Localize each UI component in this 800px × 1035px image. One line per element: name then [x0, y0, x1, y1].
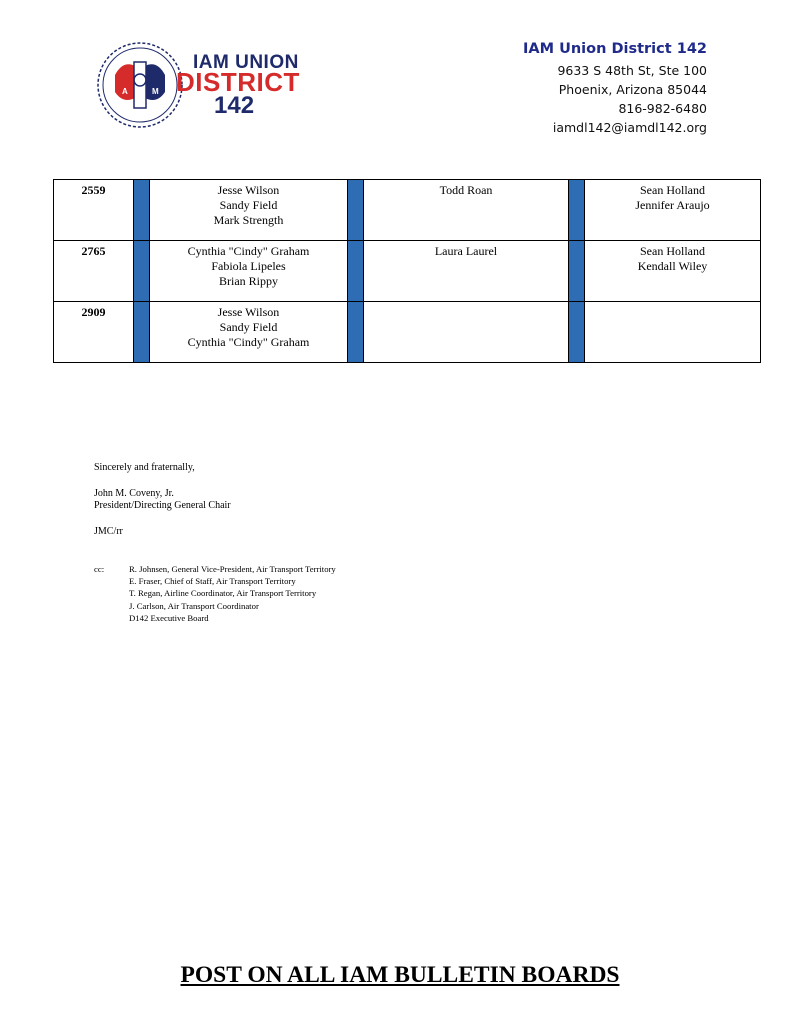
- names-cell-empty: [585, 302, 761, 363]
- divider-bar: [134, 180, 150, 241]
- letterhead-email: iamdl142@iamdl142.org: [552, 120, 707, 135]
- divider-bar: [134, 302, 150, 363]
- divider-bar: [134, 241, 150, 302]
- name: Laura Laurel: [434, 244, 498, 258]
- name: Sean Holland: [640, 244, 705, 258]
- name: Jennifer Araujo: [635, 198, 710, 212]
- letterhead-address-2: Phoenix, Arizona 85044: [558, 82, 707, 97]
- table-row: [54, 180, 761, 241]
- letterhead-org: IAM Union District 142: [522, 41, 707, 57]
- cc-recipient: T. Regan, Airline Coordinator, Air Transport Territory: [129, 588, 317, 599]
- cc-recipient: J. Carlson, Air Transport Coordinator: [129, 600, 259, 611]
- logo-emblem-letter-m: M: [152, 87, 159, 96]
- letterhead-phone: 816-982-6480: [618, 101, 707, 116]
- signer-name: John M. Coveny, Jr.: [94, 487, 174, 499]
- names-cell: [364, 180, 569, 241]
- name: Sean Holland: [640, 183, 705, 197]
- signer-title: President/Directing General Chair: [94, 500, 231, 511]
- divider-bar: [569, 302, 585, 363]
- names-cell: [150, 302, 348, 363]
- cc-list: [129, 563, 336, 624]
- salutation: Sincerely and fraternally,: [94, 462, 195, 473]
- officer-table: [53, 179, 761, 363]
- closing-block: [94, 462, 231, 538]
- logo-text-district: DISTRICT: [176, 67, 300, 97]
- name: Kendall Wiley: [637, 259, 708, 273]
- name: Fabiola Lipeles: [211, 259, 286, 273]
- name: Todd Roan: [439, 183, 493, 197]
- divider-bar: [569, 180, 585, 241]
- names-cell: [585, 241, 761, 302]
- cc-recipient: D142 Executive Board: [129, 612, 209, 623]
- divider-bar: [569, 241, 585, 302]
- names-cell: [150, 180, 348, 241]
- logo-emblem-letter-a: A: [122, 87, 128, 96]
- logo-text-142: 142: [214, 92, 255, 119]
- name: Cynthia "Cindy" Graham: [187, 335, 310, 349]
- names-cell: [585, 180, 761, 241]
- names-cell: [364, 241, 569, 302]
- table-row: [54, 241, 761, 302]
- divider-bar: [348, 302, 364, 363]
- name: Sandy Field: [219, 198, 278, 212]
- logo-text-iam-union: IAM UNION: [193, 52, 299, 73]
- local-number: 2765: [54, 241, 134, 302]
- local-number: 2909: [54, 302, 134, 363]
- typist-initials: JMC/rr: [94, 525, 123, 537]
- local-number: 2559: [54, 180, 134, 241]
- table-row: [54, 302, 761, 363]
- names-cell: [150, 241, 348, 302]
- names-cell-empty: [364, 302, 569, 363]
- name: Jesse Wilson: [217, 305, 280, 319]
- divider-bar: [348, 241, 364, 302]
- cc-recipient: R. Johnsen, General Vice-President, Air Transport Territory: [129, 564, 336, 574]
- cc-recipient: E. Fraser, Chief of Staff, Air Transport Territory: [129, 576, 296, 587]
- bulletin-footer: POST ON ALL IAM BULLETIN BOARDS: [180, 962, 620, 988]
- name: Brian Rippy: [219, 274, 278, 288]
- name: Mark Strength: [213, 213, 284, 227]
- name: Jesse Wilson: [217, 183, 280, 197]
- name: Sandy Field: [219, 320, 278, 334]
- divider-bar: [348, 180, 364, 241]
- cc-label: cc:: [94, 564, 105, 574]
- letterhead-address-1: 9633 S 48th St, Ste 100: [557, 63, 707, 78]
- name: Cynthia "Cindy" Graham: [187, 244, 310, 258]
- letterhead: [523, 41, 707, 137]
